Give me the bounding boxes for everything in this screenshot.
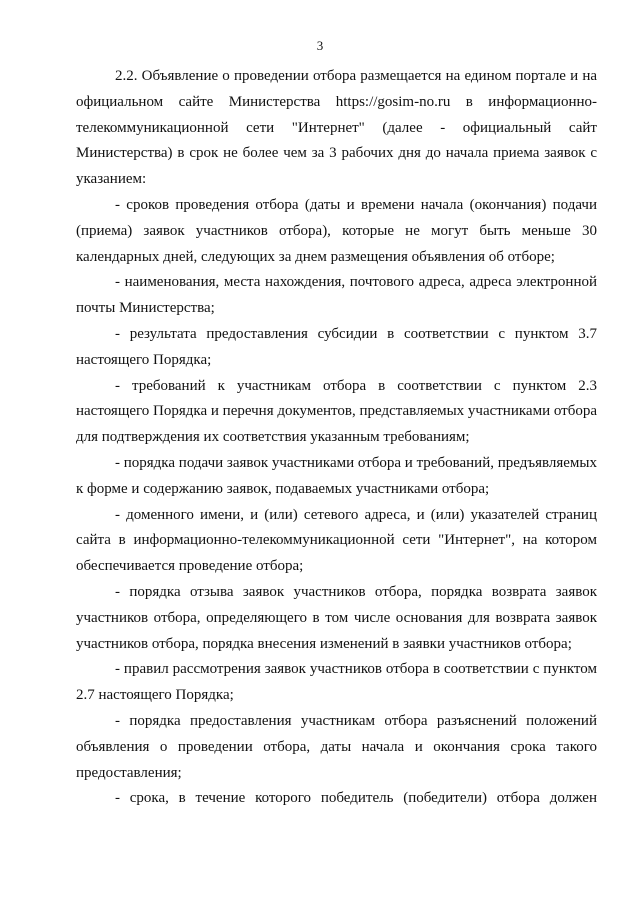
list-item-review-rules: - правил рассмотрения заявок участников отбора в соответствии с пунктом 2.7 настоящего Порядка; [76,661,597,704]
list-item-participant-requirements: - требований к участникам отбора в соответствии с пунктом 2.3 настоящего Порядка и перечня документов, представляемых участниками отбора для подтверждения их соответствия указанным требованиям; [76,377,598,446]
paragraph-announcement: 2.2. Объявление о проведении отбора размещается на едином портале и на официальном сайте Министерства https://gosim-no.ru в информационно-телекоммуникационной сети "Интернет" (далее - официальный сайт Министерства) в срок не более чем за 3 рабочих дня до начала приема заявок с указанием: [76,68,597,188]
list-item-subsidy-result: - результата предоставления субсидии в соответствии с пунктом 3.7 настоящего Порядка; [76,325,597,368]
list-item-deadlines: - сроков проведения отбора (даты и времени начала (окончания) подачи (приема) заявок участников отбора), которые не могут быть меньше 30 календарных дней, следующих за днем размещения объявления об отборе; [76,196,597,265]
list-item-withdrawal-procedure: - порядка отзыва заявок участников отбора, порядка возврата заявок участников отбора, определяющего в том числе основания для возврата заявок участников отбора, порядка внесения изменений в заявки участников отбора; [76,583,597,652]
list-item-winner-deadline: - срока, в течение которого победитель (победители) отбора должен [115,790,597,807]
document-body [76,64,597,812]
list-item-domain-name: - доменного имени, и (или) сетевого адреса, и (или) указателей страниц сайта в информационно-телекоммуникационной сети "Интернет", на котором обеспечивается проведение отбора; [76,506,597,575]
list-item-clarifications: - порядка предоставления участникам отбора разъяснений положений объявления о проведении отбора, даты начала и окончания срока такого предоставления; [76,712,597,781]
list-item-ministry-contacts: - наименования, места нахождения, почтового адреса, адреса электронной почты Министерства; [76,274,597,317]
list-item-application-procedure: - порядка подачи заявок участниками отбора и требований, предъявляемых к форме и содержанию заявок, подаваемых участниками отбора; [76,454,597,497]
page-number: 3 [316,38,324,53]
